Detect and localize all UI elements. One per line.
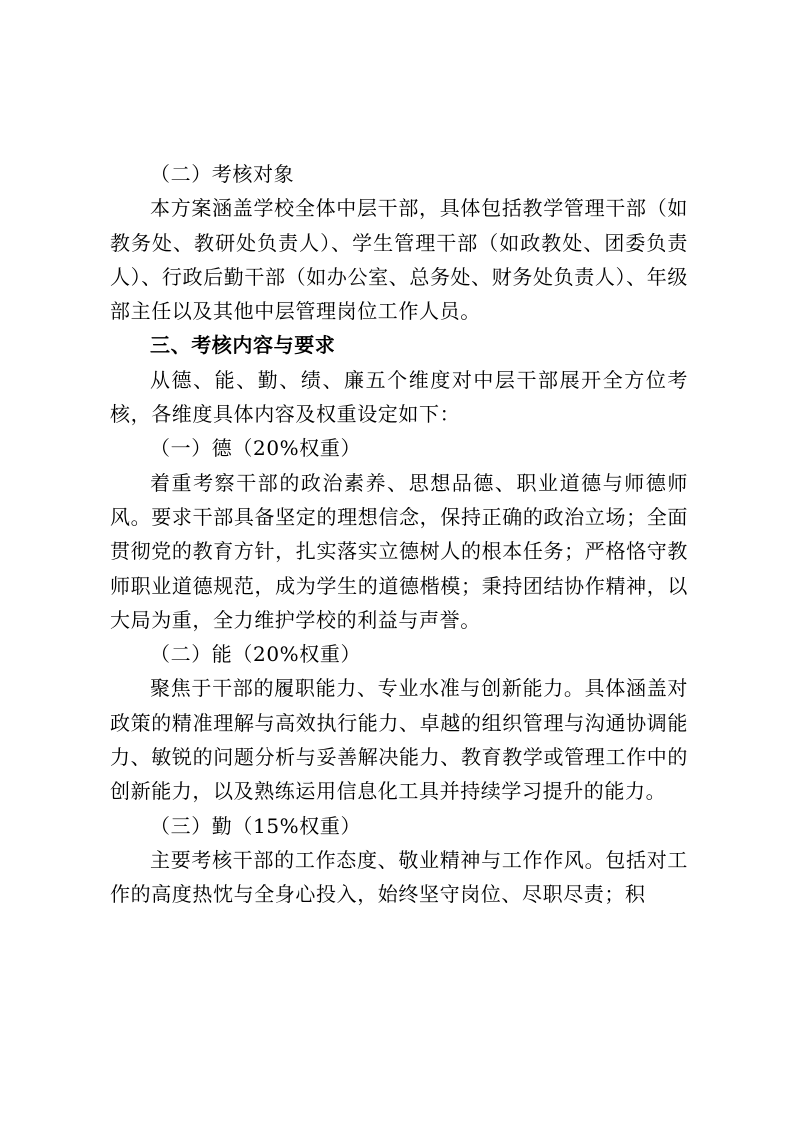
sub-heading-targets: （二）考核对象 <box>150 162 295 186</box>
sub-heading-qin: （三）勤（15%权重） <box>150 813 362 838</box>
paragraph-neng: 聚焦于干部的履职能力、专业水准与创新能力。具体涵盖对政策的精准理解与高效执行能力、卓越的组织管理与沟通协调能力、敏锐的问题分析与妥善解决能力、教育教学或管理工作中的创新能力，以及熟练运用信息化工具并持续学习提升的能力。 <box>110 676 688 804</box>
document-body <box>110 157 688 912</box>
paragraph-de: 着重考察干部的政治素养、思想品德、职业道德与师德师风。要求干部具备坚定的理想信念，保持正确的政治立场；全面贯彻党的教育方针，扎实落实立德树人的根本任务；严格恪守教师职业道德规范，成为学生的道德楷模；秉持团结协作精神，以大局为重，全力维护学校的利益与声誉。 <box>110 470 688 632</box>
sub-heading-neng: （二）能（20%权重） <box>150 642 362 667</box>
paragraph-targets: 本方案涵盖学校全体中层干部，具体包括教学管理干部（如教务处、教研处负责人）、学生管理干部（如政教处、团委负责人）、行政后勤干部（如办公室、总务处、财务处负责人）、年级部主任以及其他中层管理岗位工作人员。 <box>110 196 688 324</box>
paragraph-qin: 主要考核干部的工作态度、敬业精神与工作作风。包括对工作的高度热忱与全身心投入，始终坚守岗位、尽职尽责；积 <box>110 847 688 907</box>
section-heading-content: 三、考核内容与要求 <box>150 333 336 358</box>
paragraph-dimensions: 从德、能、勤、绩、廉五个维度对中层干部展开全方位考核，各维度具体内容及权重设定如下： <box>110 367 688 427</box>
sub-heading-de: （一）德（20%权重） <box>150 436 362 461</box>
